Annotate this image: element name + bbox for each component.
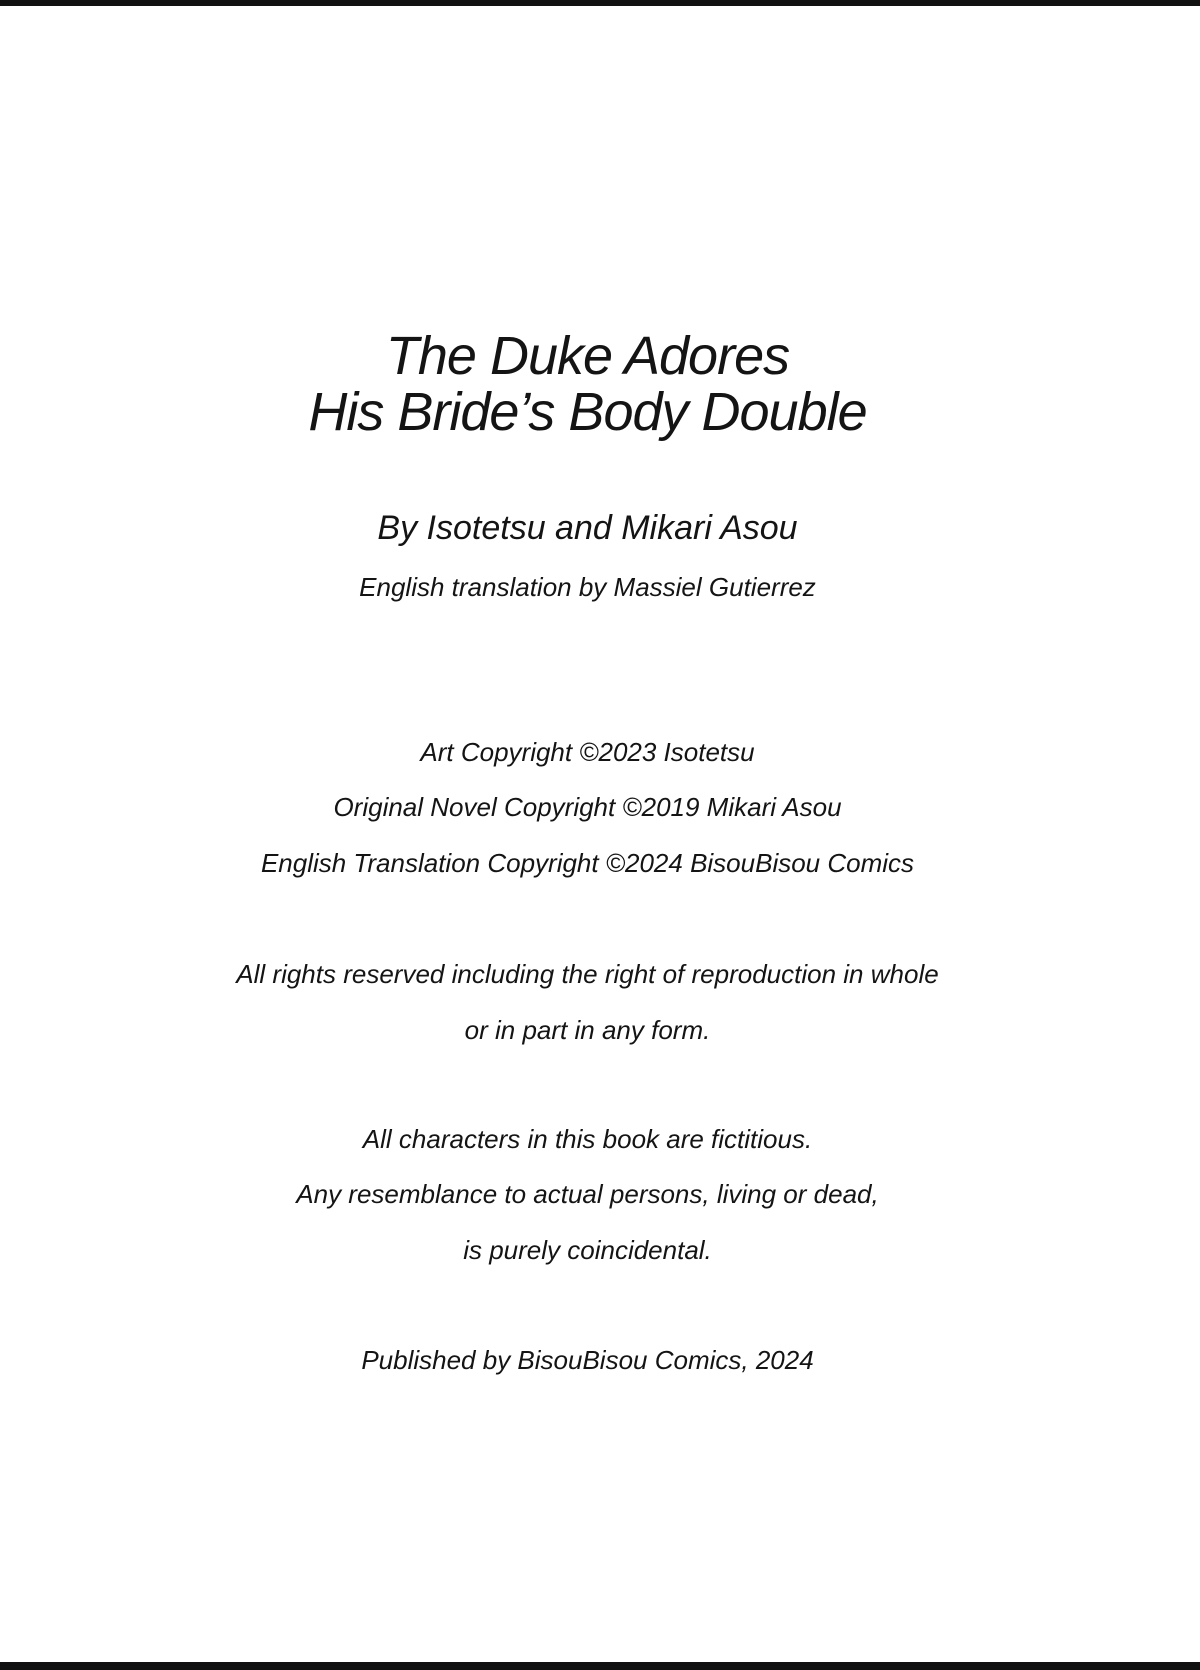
bottom-border [0, 1662, 1200, 1670]
disclaimer-line-1: All characters in this book are fictitious. [362, 1124, 813, 1154]
top-border [0, 0, 1200, 6]
disclaimer-line-2: Any resemblance to actual persons, living or dead, [296, 1179, 879, 1209]
rights-reserved-line-2: or in part in any form. [464, 1015, 711, 1045]
novel-copyright: Original Novel Copyright ©2019 Mikari Asou [333, 792, 842, 822]
authors-line: By Isotetsu and Mikari Asou [377, 509, 798, 547]
rights-reserved-line-1: All rights reserved including the right of reproduction in whole [236, 959, 939, 989]
translation-copyright: English Translation Copyright ©2024 BisouBisou Comics [260, 848, 915, 878]
book-title-line-2: His Bride’s Body Double [308, 382, 867, 442]
art-copyright: Art Copyright ©2023 Isotetsu [420, 737, 755, 767]
publisher-line: Published by BisouBisou Comics, 2024 [361, 1345, 814, 1375]
translator-line: English translation by Massiel Gutierrez [359, 572, 816, 602]
disclaimer-line-3: is purely coincidental. [463, 1235, 712, 1265]
book-title-line-1: The Duke Adores [385, 326, 790, 386]
